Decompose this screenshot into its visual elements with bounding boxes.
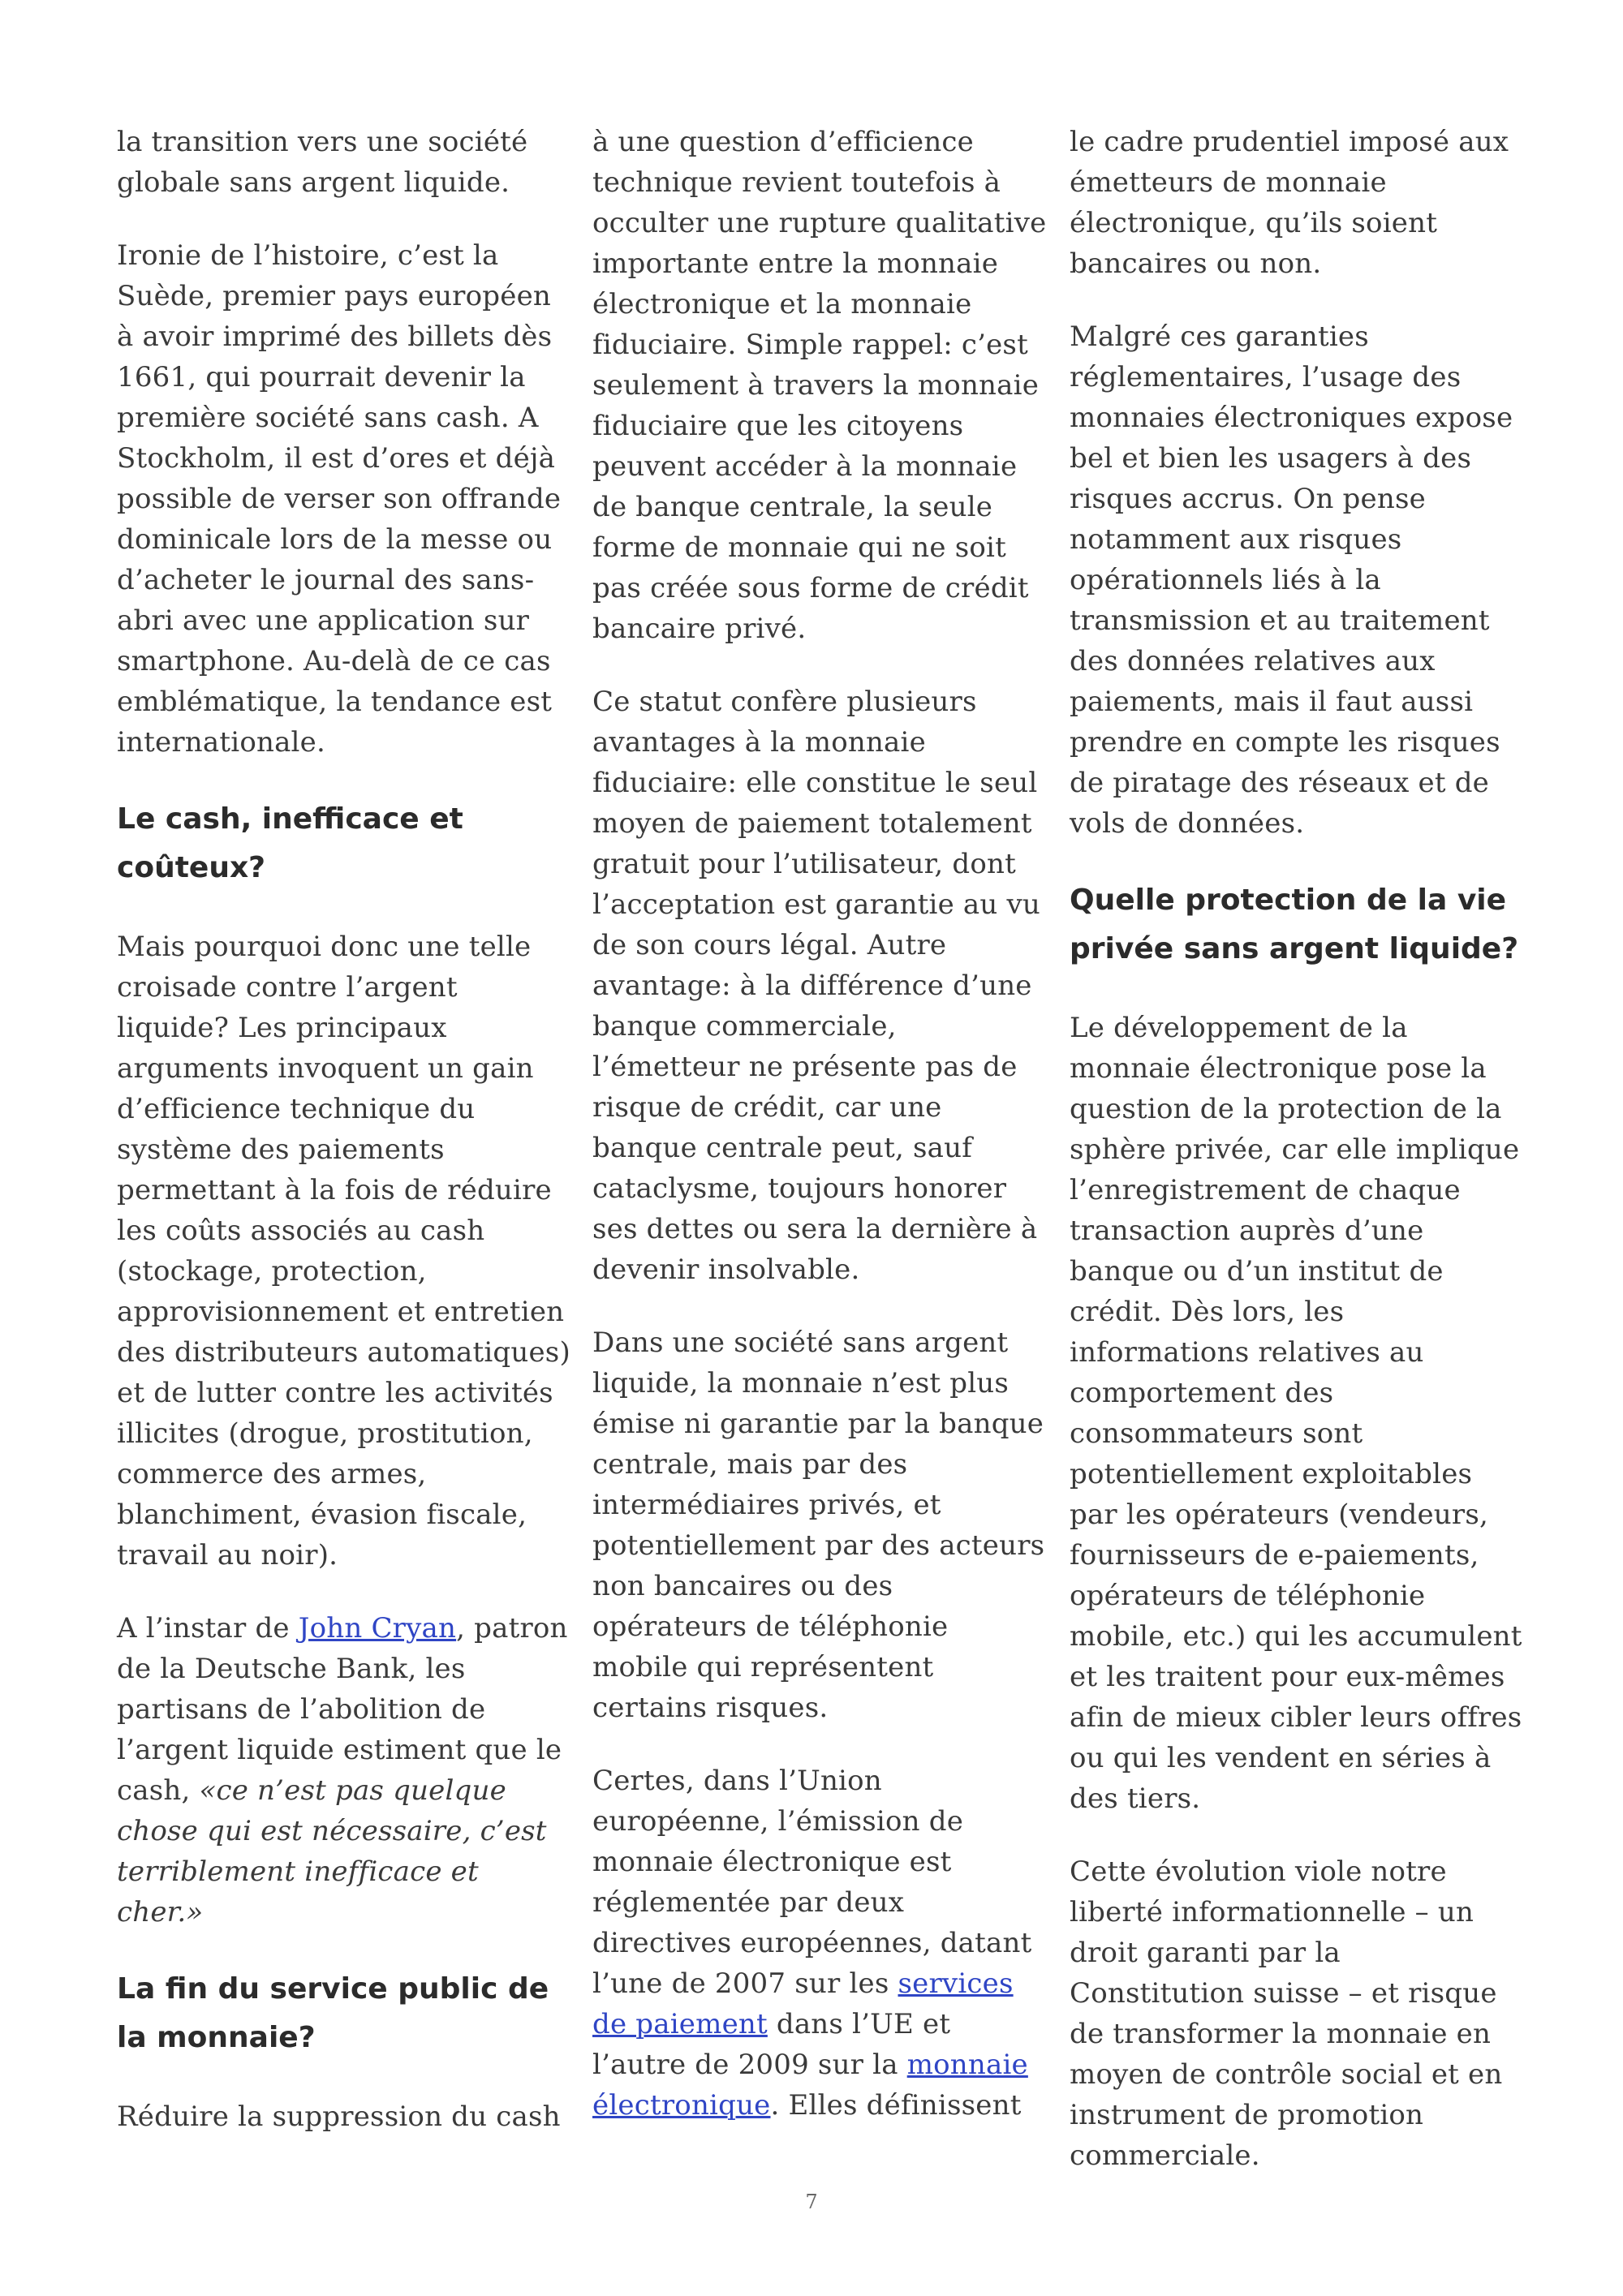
text-run: Certes, dans l’Union européenne, l’émission de monnaie électronique est réglementée par deux directives européennes, datant l’une de 2007 sur les — [592, 1765, 1032, 2000]
paragraph — [117, 1608, 571, 1933]
page-number: 7 — [805, 2191, 818, 2213]
paragraph: Le développement de la monnaie électronique pose la question de la protection de la sphère privée, car elle implique l’enregistrement de chaque transaction auprès d’une banque ou d’un institut de crédit. Dès lors, les informations relatives au comportement des consommateurs sont potentiellement exploitables par les opérateurs (vendeurs, fournisseurs de e-paiements, opérateurs de téléphonie mobile, etc.) qui les accumulent et les traitent pour eux-mêmes afin de mieux cibler leurs offres ou qui les vendent en séries à des tiers. — [1070, 1012, 1522, 1815]
paragraph: Mais pourquoi donc une telle croisade contre l’argent liquide? Les principaux arguments invoquent un gain d’efficience technique du système des paiements permettant à la fois de réduire les coûts associés au cash (stockage, protection, approvisionnement et entretien des distributeurs automatiques) et de lutter contre les activités illicites (drogue, prostitution, commerce des armes, blanchiment, évasion fiscale, travail au noir). — [117, 931, 570, 1572]
section-heading: La fin du service public de la monnaie? — [117, 1972, 549, 2054]
section-heading: Quelle protection de la vie privée sans argent liquide? — [1070, 884, 1519, 965]
column-2 — [592, 122, 1047, 2158]
john-cryan-link[interactable]: John Cryan — [298, 1612, 457, 1645]
section-heading: Le cash, inefficace et coûteux? — [117, 802, 463, 884]
paragraph — [592, 1761, 1047, 2126]
paragraph: la transition vers une société globale sans argent liquide. — [117, 126, 528, 199]
column-1 — [117, 122, 571, 2169]
paragraph: Ironie de l’histoire, c’est la Suède, premier pays européen à avoir imprimé des billets dès 1661, qui pourrait devenir la première société sans cash. A Stockholm, il est d’ores et déjà possible de verser son offrande dominicale lors de la messe ou d’acheter le journal des sans-abri avec une application sur smartphone. Au-delà de ce cas emblématique, la tendance est internationale. — [117, 239, 562, 759]
paragraph: Malgré ces garanties réglementaires, l’usage des monnaies électroniques expose bel et bien les usagers à des risques accrus. On pense notamment aux risques opérationnels liés à la transmission et au traitement des données relatives aux paiements, mais il faut aussi prendre en compte les risques de piratage des réseaux et de vols de données. — [1070, 320, 1513, 840]
paragraph: Dans une société sans argent liquide, la monnaie n’est plus émise ni garantie par la banque centrale, mais par des intermédiaires privés, et potentiellement par des acteurs non bancaires ou des opérateurs de téléphonie mobile qui représentent certains risques. — [592, 1326, 1045, 1724]
text-run: dans l’UE et l’autre de 2009 sur la — [592, 2008, 951, 2081]
paragraph: Cette évolution viole notre liberté informationnelle – un droit garanti par la Constitution suisse – et risque de transformer la monnaie en moyen de contrôle social et en instrument de promotion commerciale. — [1070, 1855, 1503, 2172]
paragraph: le cadre prudentiel imposé aux émetteurs de monnaie électronique, qu’ils soient bancaires ou non. — [1070, 126, 1509, 280]
paragraph: à une question d’efficience technique revient toutefois à occulter une rupture qualitative importante entre la monnaie électronique et la monnaie fiduciaire. Simple rappel: c’est seulement à travers la monnaie fiduciaire que les citoyens peuvent accéder à la monnaie de banque centrale, la seule forme de monnaie qui ne soit pas créée sous forme de crédit bancaire privé. — [592, 126, 1047, 645]
paragraph: Ce statut confère plusieurs avantages à la monnaie fiduciaire: elle constitue le seul moyen de paiement totalement gratuit pour l’utilisateur, dont l’acceptation est garantie au vu de son cours légal. Autre avantage: à la différence d’une banque commerciale, l’émetteur ne présente pas de risque de crédit, car une banque centrale peut, sauf cataclysme, toujours honorer ses dettes ou sera la dernière à devenir insolvable. — [592, 686, 1041, 1286]
text-run: A l’instar de — [117, 1612, 299, 1645]
column-3 — [1070, 122, 1524, 2208]
text-run: , patron de la Deutsche Bank, les partisans de l’abolition de l’argent liquide estiment que le cash, — [117, 1612, 568, 1807]
monnaie-electronique-link[interactable]: monnaie électronique — [592, 2049, 1028, 2122]
paragraph: Réduire la suppression du cash — [117, 2100, 561, 2133]
services-de-paiement-link[interactable]: services de paiement — [592, 1967, 1014, 2040]
quote: «ce n’est pas quelque chose qui est nécessaire, c’est terriblement inefficace et cher.» — [117, 1774, 547, 1928]
text-run: . Elles définissent — [770, 2089, 1022, 2122]
